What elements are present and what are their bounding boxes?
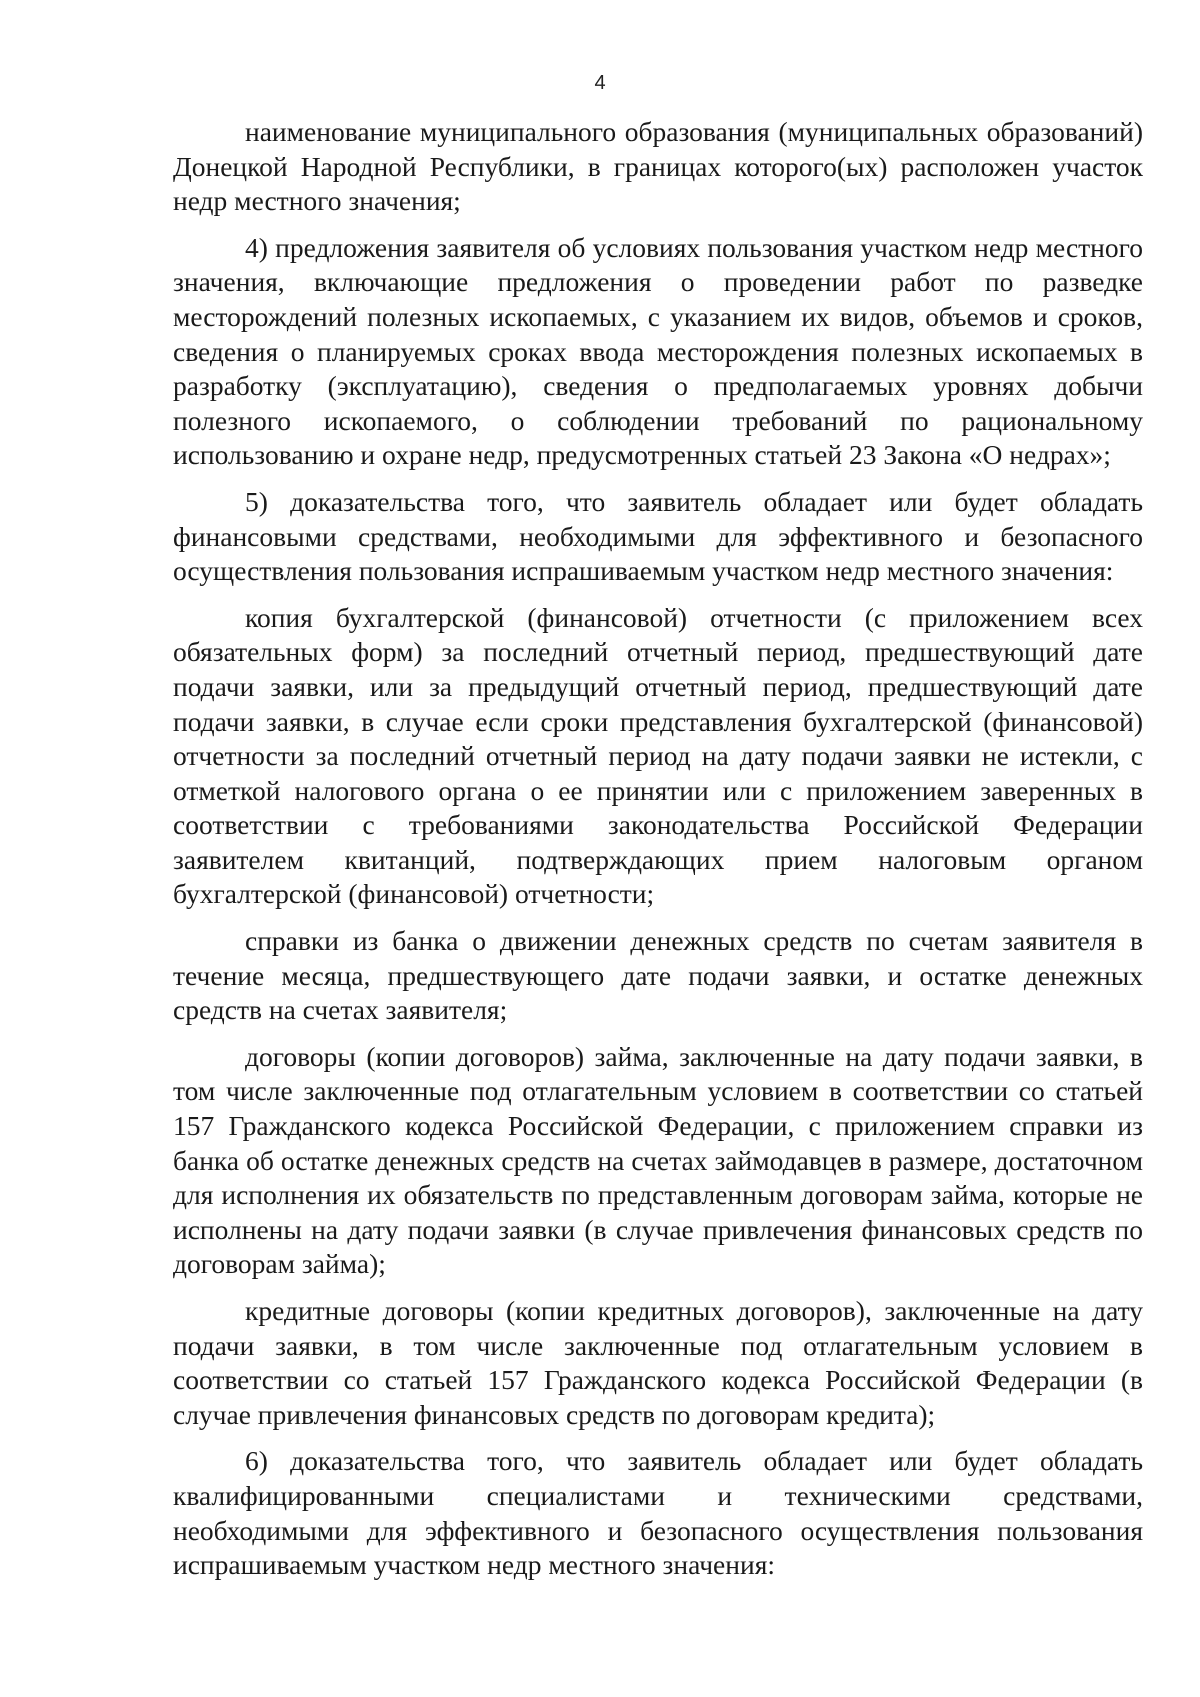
paragraph-municipality: наименование муниципального образования (муниципальных образований) Донецкой Народной Республики, в границах которого(ых) расположен участок недр местного значения; <box>173 116 1143 217</box>
paragraph-bank-statements: справки из банка о движении денежных средств по счетам заявителя в течение месяца, предшествующего дате подачи заявки, и остатке денежных средств на счетах заявителя; <box>173 925 1143 1026</box>
paragraph-credit-agreements: кредитные договоры (копии кредитных договоров), заключенные на дату подачи заявки, в том числе заключенные под отлагательным условием в соответствии со статьей 157 Гражданского кодекса Российской Федерации (в случае привлечения финансовых средств по договорам кредита); <box>173 1295 1143 1430</box>
document-body <box>173 115 1143 1595</box>
paragraph-loan-agreements: договоры (копии договоров) займа, заключенные на дату подачи заявки, в том числе заключенные под отлагательным условием в соответствии со статьей 157 Гражданского кодекса Российской Федерации, с приложением справки из банка об остатке денежных средств на счетах займодавцев в размере, достаточном для исполнения их обязательств по представленным договорам займа, которые не исполнены на дату подачи заявки (в случае привлечения финансовых средств по договорам займа); <box>173 1040 1143 1280</box>
paragraph-item-4: 4) предложения заявителя об условиях пользования участком недр местного значения, включающие предложения о проведении работ по разведке месторождений полезных ископаемых, с указанием их видов, объемов и сроков, сведения о планируемых сроках ввода месторождения полезных ископаемых в разработку (эксплуатацию), сведения о предполагаемых уровнях добычи полезного ископаемого, о соблюдении требований по рациональному использованию и охране недр, предусмотренных статьей 23 Закона «О недрах»; <box>173 231 1143 471</box>
paragraph-item-6: 6) доказательства того, что заявитель обладает или будет обладать квалифицированными специалистами и техническими средствами, необходимыми для эффективного и безопасного осуществления пользования испрашиваемым участком недр местного значения: <box>173 1445 1143 1581</box>
page-number: 4 <box>594 72 606 94</box>
paragraph-item-5: 5) доказательства того, что заявитель обладает или будет обладать финансовыми средствами, необходимыми для эффективного и безопасного осуществления пользования испрашиваемым участком недр местного значения: <box>173 485 1143 587</box>
paragraph-financial-statements: копия бухгалтерской (финансовой) отчетности (с приложением всех обязательных форм) за последний отчетный период, предшествующий дате подачи заявки, или за предыдущий отчетный период, предшествующий дате подачи заявки, в случае если сроки представления бухгалтерской (финансовой) отчетности за последний отчетный период на дату подачи заявки не истекли, с отметкой налогового органа о ее принятии или с приложением заверенных в соответствии с требованиями законодательства Российской Федерации заявителем квитанций, подтверждающих прием налоговым органом бухгалтерской (финансовой) отчетности; <box>173 601 1143 910</box>
